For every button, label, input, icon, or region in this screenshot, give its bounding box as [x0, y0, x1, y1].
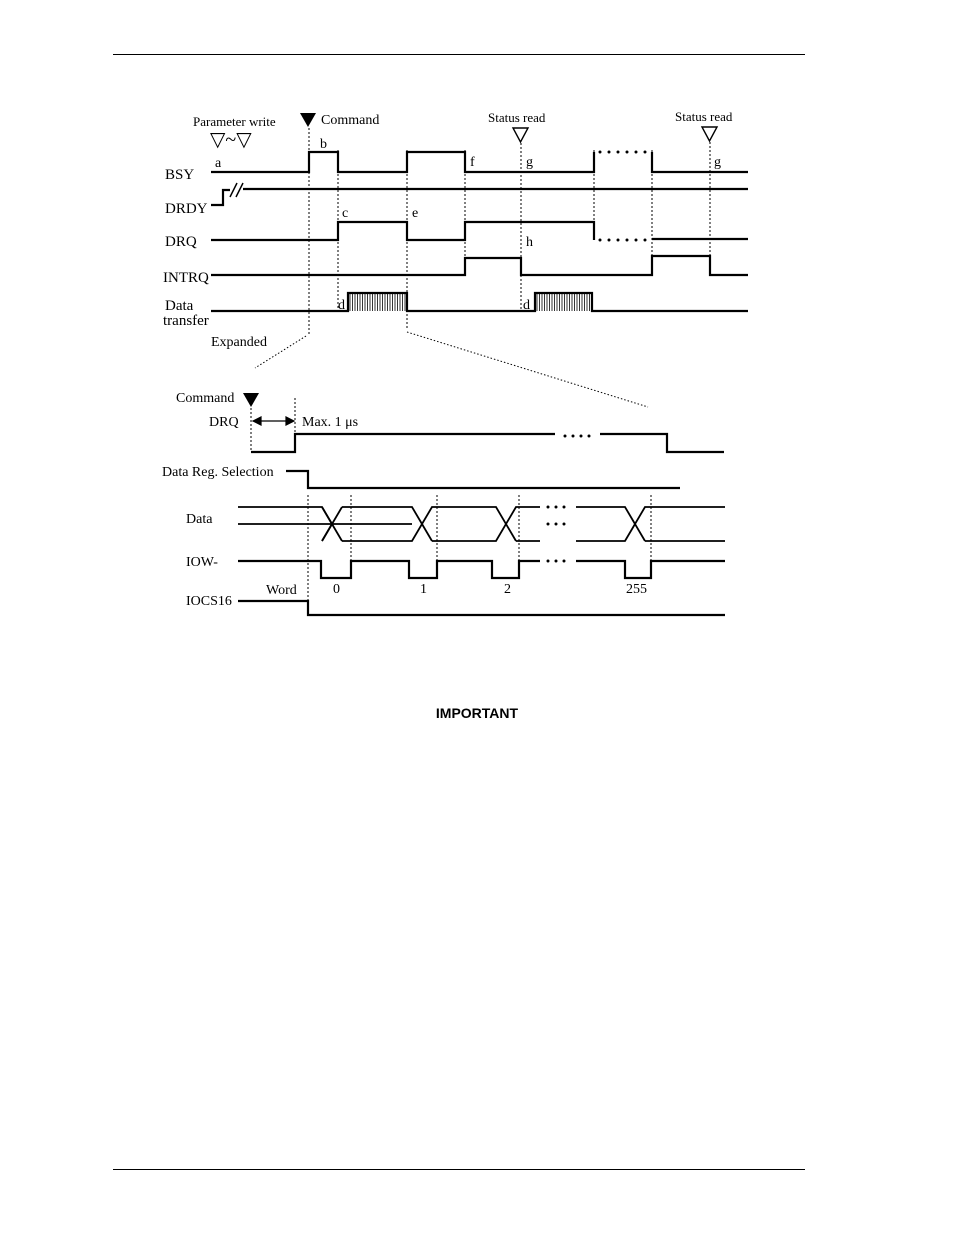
signal-data-reg-selection-label: Data Reg. Selection	[162, 465, 274, 480]
point-a-label: a	[215, 156, 222, 171]
max-time-arrow-icon	[253, 417, 294, 425]
max-time-label: Max. 1 μs	[302, 415, 359, 430]
point-e-label: e	[412, 206, 419, 221]
pulse-label-1: 1	[420, 582, 427, 597]
status-read-marker-icon-1	[513, 128, 528, 142]
status-read-label-1: Status read	[488, 110, 546, 125]
signal-iow-label: IOW-	[186, 555, 218, 570]
command-label: Command	[321, 113, 380, 128]
signal-intrq-label: INTRQ	[163, 270, 209, 286]
point-c-label: c	[342, 206, 349, 221]
signal-data-transfer-label-1: Data	[165, 298, 194, 314]
point-g1-label: g	[526, 155, 533, 170]
status-read-marker-icon-2	[702, 127, 717, 141]
parameter-write-label: Parameter write	[193, 114, 276, 129]
data-transfer-hatching	[350, 294, 590, 311]
signal-bsy-label: BSY	[165, 167, 195, 183]
signal-data-label: Data	[186, 512, 213, 527]
signal-data-transfer-label-2: transfer	[163, 313, 209, 329]
waveforms-top	[211, 152, 748, 311]
pulse-label-255: 255	[626, 582, 647, 597]
word-label: Word	[266, 583, 297, 598]
signal-drq-label-bottom: DRQ	[209, 415, 239, 430]
point-g2-label: g	[714, 155, 721, 170]
continuation-dots-bottom	[548, 436, 590, 561]
signal-iocs16-label: IOCS16	[186, 594, 232, 609]
bottom-rule	[113, 1169, 805, 1170]
point-d1-label: d	[338, 298, 345, 313]
data-bus-waveform	[238, 507, 725, 541]
point-h-label: h	[526, 235, 533, 250]
point-f-label: f	[470, 155, 475, 170]
status-read-label-2: Status read	[675, 109, 733, 124]
command-label-bottom: Command	[176, 391, 235, 406]
command-marker-icon-bottom	[243, 393, 259, 407]
continuation-dots-top	[600, 152, 650, 240]
drdy-break-marks	[230, 183, 243, 197]
expanded-label: Expanded	[211, 335, 267, 350]
reference-lines	[309, 128, 710, 335]
signal-drdy-label: DRDY	[165, 201, 208, 217]
pulse-label-2: 2	[504, 582, 511, 597]
signal-drq-label: DRQ	[165, 234, 197, 250]
point-b-label: b	[320, 137, 327, 152]
point-d2-label: d	[523, 298, 530, 313]
command-marker-icon	[300, 113, 316, 127]
parameter-range-label: ▽~▽	[210, 129, 252, 151]
expansion-lines	[255, 332, 648, 407]
pulse-label-0: 0	[333, 582, 340, 597]
important-heading: IMPORTANT	[435, 705, 519, 721]
